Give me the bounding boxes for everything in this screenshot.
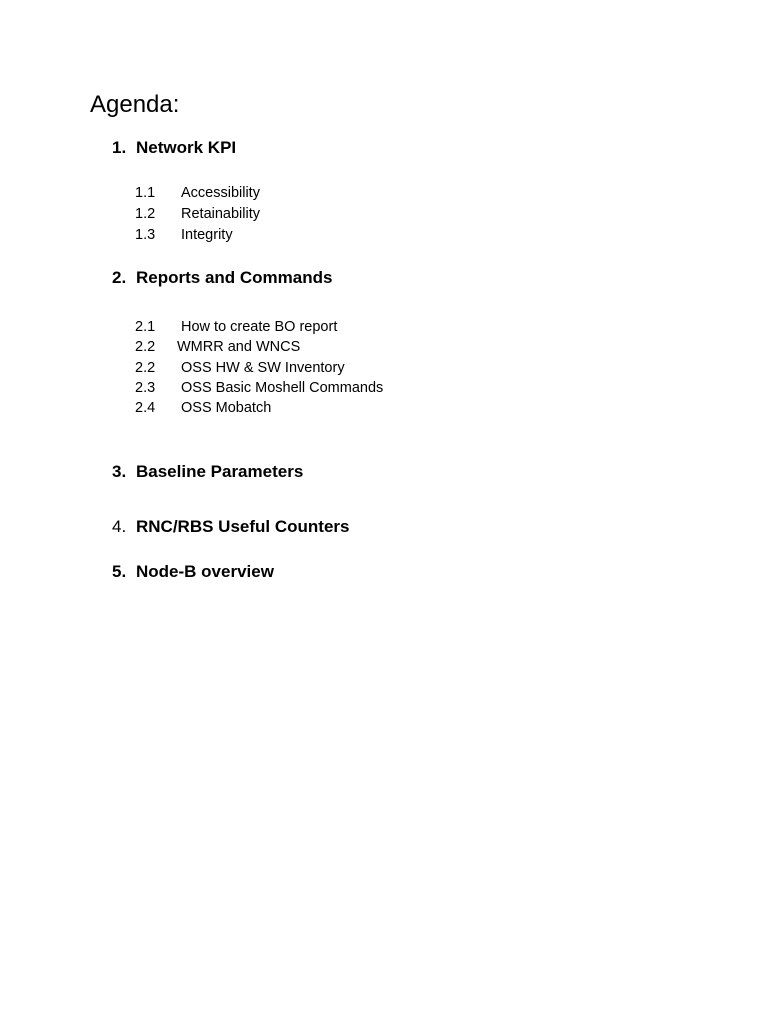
subsection-title: OSS Mobatch (181, 400, 272, 416)
subsection-title: WMRR and WNCS (177, 339, 301, 355)
section-title: Reports and Commands (136, 268, 333, 287)
subsection-title: Integrity (181, 227, 233, 243)
subsection-title: OSS HW & SW Inventory (181, 360, 345, 376)
section-title: RNC/RBS Useful Counters (136, 517, 350, 536)
page-title: Agenda: (90, 91, 180, 118)
section-number: 4. (112, 517, 127, 536)
section-number: 1. (112, 138, 127, 157)
subsection-title: OSS Basic Moshell Commands (181, 380, 384, 396)
section-number: 5. (112, 562, 127, 581)
subsection-title: Retainability (181, 206, 260, 222)
section-number: 3. (112, 462, 127, 481)
section-title: Node-B overview (136, 562, 274, 581)
subsection-title: Accessibility (181, 185, 260, 201)
section-title: Network KPI (136, 138, 237, 157)
subsection-number: 2.2 (135, 339, 156, 355)
subsection-number: 1.3 (135, 227, 156, 243)
subsection-number: 2.4 (135, 400, 156, 416)
subsection-number: 2.3 (135, 380, 156, 396)
section-title: Baseline Parameters (136, 462, 304, 481)
subsection-number: 1.2 (135, 206, 156, 222)
subsection-title: How to create BO report (181, 319, 338, 335)
subsection-number: 2.2 (135, 360, 156, 376)
subsection-number: 2.1 (135, 319, 156, 335)
subsection-number: 1.1 (135, 185, 156, 201)
section-number: 2. (112, 268, 127, 287)
